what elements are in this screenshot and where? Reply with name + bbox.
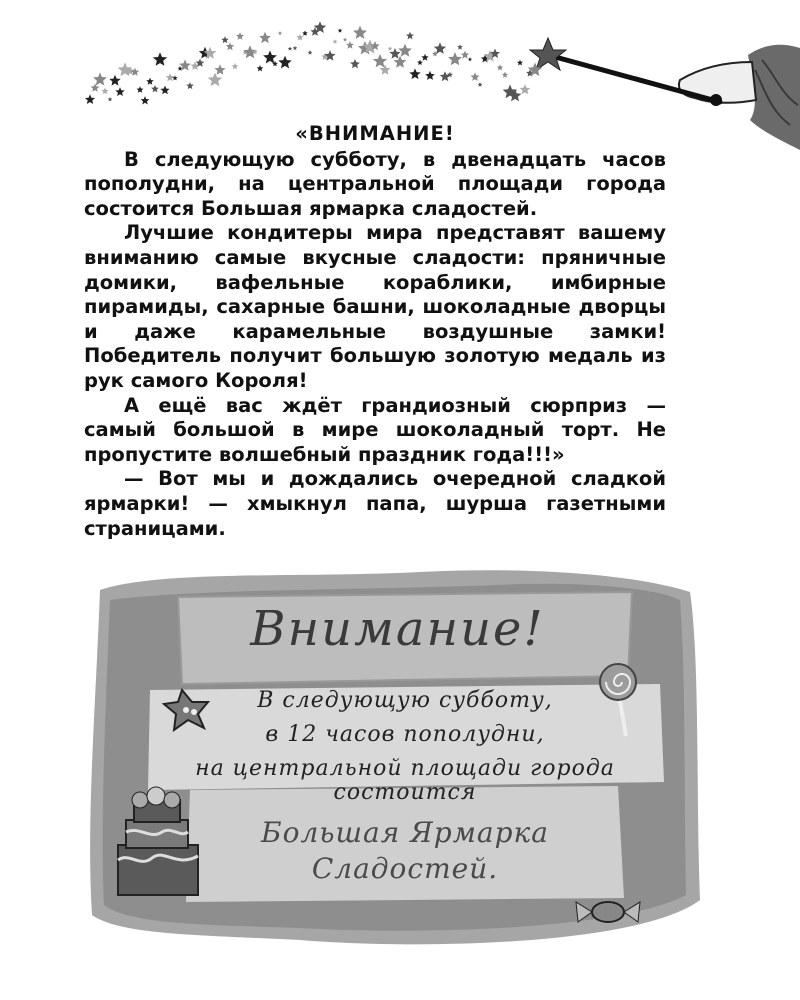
article-heading: «ВНИМАНИЕ! (295, 122, 455, 145)
poster-event-name-1: Большая Ярмарка (261, 816, 549, 849)
poster-line-4: состоится (333, 780, 477, 805)
poster-title: Внимание! (250, 601, 545, 657)
poster-line-3: на центральной площади города (195, 756, 615, 781)
paragraph-1: В следующую субботу, в двенадцать часов пополудни, на центральной площади города состоится Большая ярмарка сладостей. (84, 147, 666, 220)
paragraph-2: Лучшие кондитеры мира представят вашему вниманию самые вкусные сладости: пряничные домики, вафельные кораблики, имбирные пирамиды, сахарные башни, шоколадные дворцы и даже карамельные воздушные замки! Победитель получит большую золотую медаль из рук самого Короля! (84, 221, 666, 392)
paragraph-3: А ещё вас ждёт грандиозный сюрприз — самый большой в мире шоколадный торт. Не пропустите волшебный праздник года!!!» (84, 393, 666, 466)
poster-line-2: в 12 часов пополудни, (265, 722, 545, 747)
poster-line-1: В следующую субботу, (257, 688, 553, 713)
paragraph-4: — Вот мы и дождались очередной сладкой ярмарки! — хмыкнул папа, шурша газетными страницами. (84, 467, 666, 540)
poster-event-name-2: Сладостей. (311, 852, 499, 885)
